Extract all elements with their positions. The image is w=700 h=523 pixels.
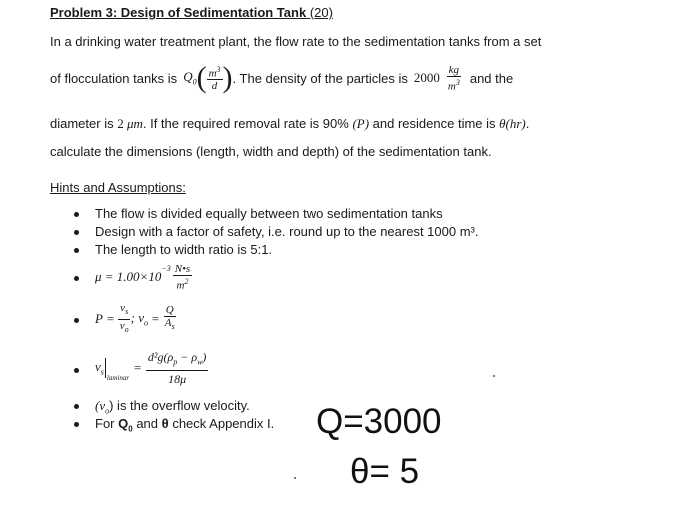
residence-symbol: θ(hr)	[499, 116, 526, 131]
density-intro-text: . The density of the particles is	[232, 70, 408, 86]
theta-value-note: θ= 5	[350, 452, 420, 491]
density-unit-fraction: $\frac{kg}{m^3}$	[447, 63, 460, 93]
removal-symbol: (P)	[352, 116, 370, 131]
hint-item-3: The length to width ratio is 5:1.	[95, 242, 273, 257]
flow-symbol: $Q_0$	[183, 69, 197, 87]
flow-unit-fraction: $\frac{m^3}{d}$	[208, 64, 221, 93]
problem-title-text: Problem 3: Design of Sedimentation Tank	[50, 5, 307, 20]
flow-intro-text: of flocculation tanks is	[50, 70, 178, 86]
scan-speck	[294, 477, 296, 479]
bullet-3	[74, 248, 79, 253]
problem-title	[50, 5, 333, 20]
stokes-equation: $v_s$ $_{laminar}$ = $\frac{d^2g(\rho_p - \rho_w)}{18\mu}$	[95, 349, 207, 387]
paragraph-line-1: In a drinking water treatment plant, the flow rate to the sedimentation tanks from a set	[50, 34, 542, 49]
viscosity-equation: μ = 1.00×10 $^{-3}$ $\frac{N•s}{m^2}$	[95, 262, 191, 292]
hints-heading: Hints and Assumptions:	[50, 180, 186, 195]
density-value: 2000	[413, 70, 440, 85]
hint-item-2: Design with a factor of safety, i.e. round up to the nearest 1000 m³.	[95, 224, 479, 239]
bullet-7	[74, 404, 79, 409]
hint-item-1: The flow is divided equally between two sedimentation tanks	[95, 206, 443, 221]
paragraph-line-2	[50, 60, 513, 96]
q-value-note: Q=3000	[316, 402, 442, 441]
removal-equation: P = $\frac{v_s}{v_o}$ ; $v_o$ = $\frac{Q}{A_s}$	[95, 302, 175, 334]
problem-points: (20)	[309, 5, 333, 20]
right-paren: )	[222, 61, 233, 94]
hint-item-8: For $Q_0$ and θ check Appendix I.	[95, 416, 275, 434]
scan-speck	[493, 375, 495, 377]
left-paren: (	[196, 61, 207, 94]
paragraph-line-4: calculate the dimensions (length, width and depth) of the sedimentation tank.	[50, 144, 492, 159]
bullet-6	[74, 368, 79, 373]
bullet-1	[74, 212, 79, 217]
bullet-4	[74, 276, 79, 281]
bullet-5	[74, 318, 79, 323]
diameter-value: 2 μm	[117, 116, 143, 131]
hint-item-7: $(v_o)$ is the overflow velocity.	[95, 398, 250, 416]
and-the-text: and the	[469, 70, 514, 86]
bullet-8	[74, 422, 79, 427]
bullet-2	[74, 230, 79, 235]
paragraph-line-3: diameter is 2 μm. If the required removal rate is 90% (P) and residence time is θ(hr).	[50, 116, 530, 131]
